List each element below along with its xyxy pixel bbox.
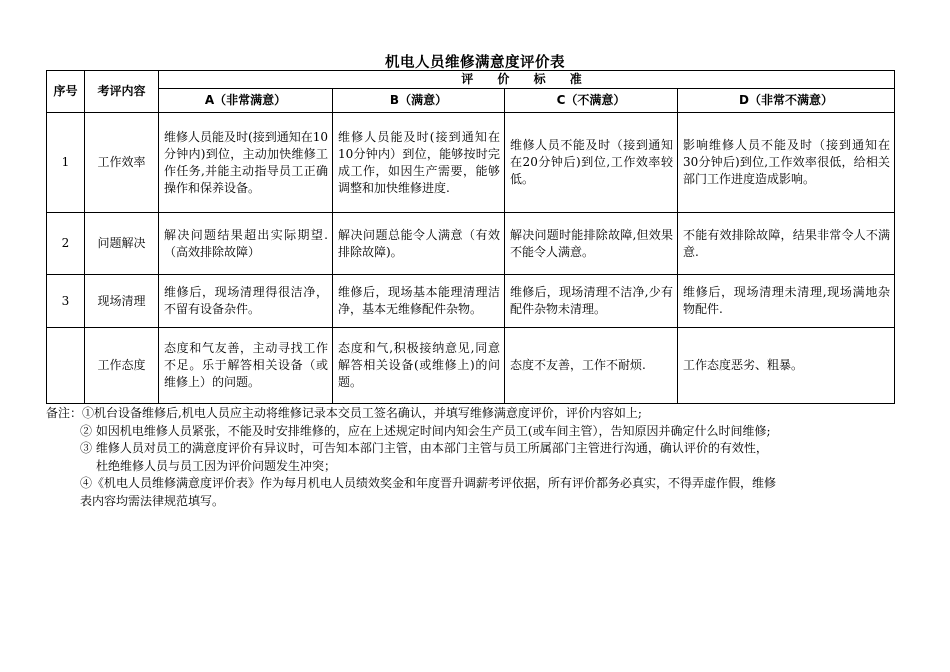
cell-level-c: 解决问题时能排除故障,但效果不能令人满意。 xyxy=(505,213,678,275)
row-item: 工作效率 xyxy=(85,113,159,213)
notes-section xyxy=(46,405,894,510)
evaluation-table xyxy=(46,70,895,404)
cell-level-d: 影响维修人员不能及时（接到通知在30分钟后)到位,工作效率很低，给相关部门工作进度造成影响。 xyxy=(678,113,895,213)
cell-level-c: 态度不友善，工作不耐烦. xyxy=(505,328,678,404)
cell-level-c: 维修人员不能及时（接到通知在20分钟后)到位,工作效率较低。 xyxy=(505,113,678,213)
note-line: 表内容均需法律规范填写。 xyxy=(80,493,225,508)
row-item: 问题解决 xyxy=(85,213,159,275)
row-index: 1 xyxy=(47,113,85,213)
cell-level-d: 工作态度恶劣、粗暴。 xyxy=(678,328,895,404)
table-row xyxy=(47,113,895,213)
page-title: 机电人员维修满意度评价表 xyxy=(385,55,565,71)
header-item: 考评内容 xyxy=(85,71,159,113)
header-row-2 xyxy=(47,89,895,113)
cell-level-a: 解决问题结果超出实际期望.（高效排除故障） xyxy=(159,213,333,275)
header-index: 序号 xyxy=(47,71,85,113)
header-level-d: D（非常不满意） xyxy=(678,89,895,113)
note-line: ② 如因机电维修人员紧张，不能及时安排维修的，应在上述规定时间内知会生产员工(或车间主管），告知原因并确定什么时间维修; xyxy=(80,423,771,438)
header-level-a: A（非常满意） xyxy=(159,89,333,113)
row-item: 工作态度 xyxy=(85,328,159,404)
cell-level-a: 维修人员能及时(接到通知在10分钟内)到位，主动加快维修工作任务,并能主动指导员工正确操作和保养设备。 xyxy=(159,113,333,213)
row-index: 3 xyxy=(47,275,85,328)
cell-level-d: 不能有效排除故障，结果非常令人不满意. xyxy=(678,213,895,275)
row-index xyxy=(47,328,85,404)
row-item: 现场清理 xyxy=(85,275,159,328)
cell-level-b: 解决问题总能令人满意（有效排除故障)。 xyxy=(333,213,505,275)
table-row xyxy=(47,275,895,328)
cell-level-a: 维修后，现场清理得很洁净，不留有设备杂件。 xyxy=(159,275,333,328)
header-level-c: C（不满意） xyxy=(505,89,678,113)
table-row xyxy=(47,213,895,275)
note-line: 杜绝维修人员与员工因为评价问题发生冲突； xyxy=(96,458,337,473)
note-line: ④《机电人员维修满意度评价表》作为每月机电人员绩效奖金和年度晋升调薪考评依据，所有评价都务必真实，不得弄虚作假，维修 xyxy=(80,476,777,490)
header-row-1 xyxy=(47,71,895,89)
cell-level-d: 维修后，现场清理未清理,现场满地杂物配件. xyxy=(678,275,895,328)
cell-level-b: 维修人员能及时(接到通知在10分钟内）到位，能够按时完成工作，如因生产需要，能够调整和加快维修进度. xyxy=(333,113,505,213)
cell-level-c: 维修后，现场清理不洁净,少有配件杂物未清理。 xyxy=(505,275,678,328)
header-standard: 评 价 标 准 xyxy=(159,71,895,89)
note-line: ③ 维修人员对员工的满意度评价有异议时，可告知本部门主管，由本部门主管与员工所属部门主管进行沟通，确认评价的有效性， xyxy=(80,441,768,455)
row-index: 2 xyxy=(47,213,85,275)
note-line: 备注：①机台设备维修后,机电人员应主动将维修记录本交员工签名确认，并填写维修满意度评价，评价内容如上; xyxy=(46,406,642,420)
cell-level-b: 维修后，现场基本能理清理洁净，基本无维修配件杂物。 xyxy=(333,275,505,328)
cell-level-b: 态度和气,积极接纳意见,同意解答相关设备(或维修上)的问题。 xyxy=(333,328,505,404)
header-level-b: B（满意） xyxy=(333,89,505,113)
cell-level-a: 态度和气友善，主动寻找工作不足。乐于解答相关设备（或维修上）的问题。 xyxy=(159,328,333,404)
table-row xyxy=(47,328,895,404)
